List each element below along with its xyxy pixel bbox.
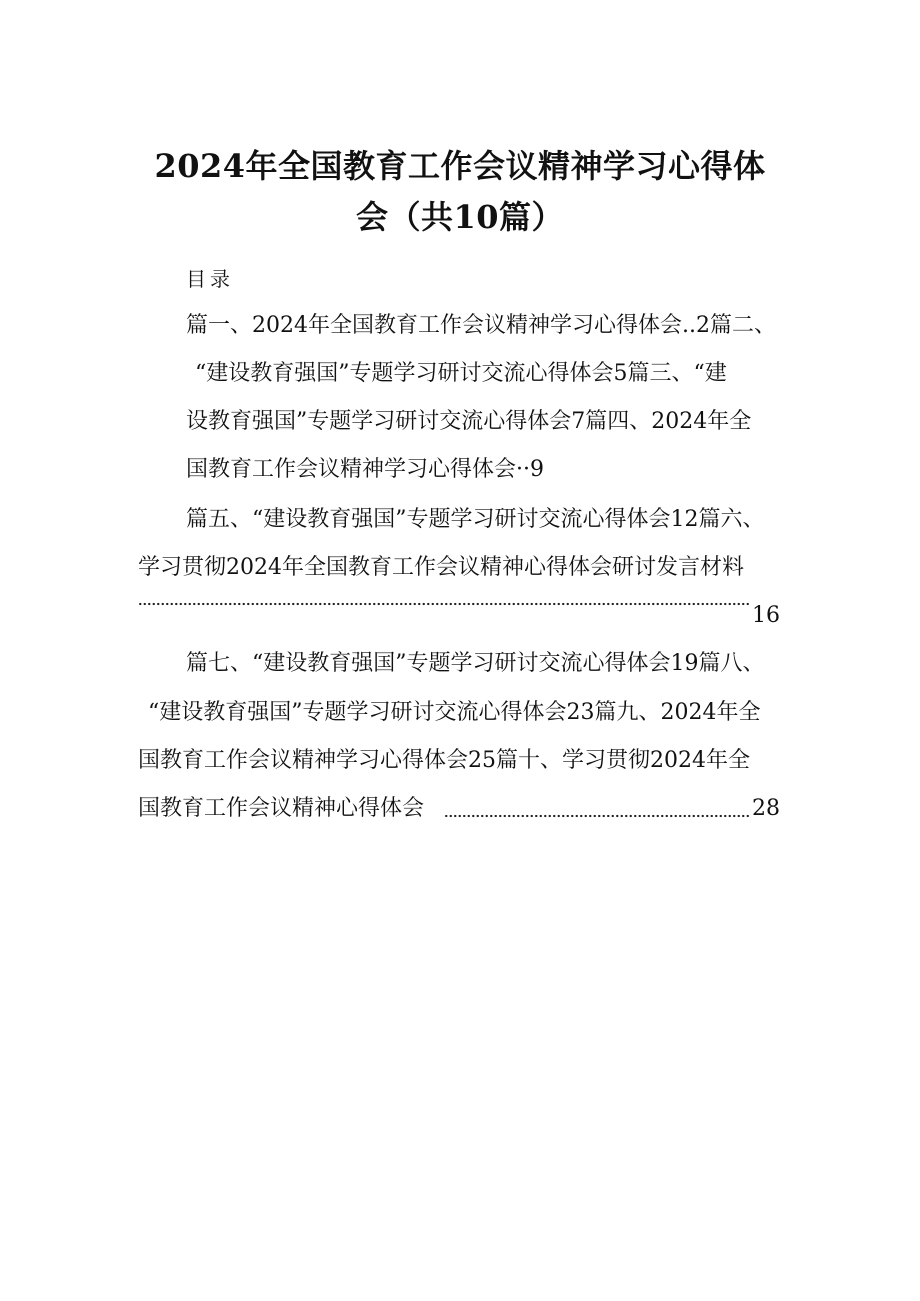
toc-line: 篇七、“建设教育强国”专题学习研讨交流心得体会19篇八、 <box>186 651 765 676</box>
toc-page-number: 28 <box>752 796 780 821</box>
toc-page-number: 16 <box>752 603 780 628</box>
toc-leader-dots <box>138 602 750 606</box>
toc-line: 设教育强国”专题学习研讨交流心得体会7篇四、2024年全 <box>186 409 752 434</box>
toc-line: 篇一、2024年全国教育工作会议精神学习心得体会..2篇二、 <box>186 313 776 338</box>
toc-line: 国教育工作会议精神学习心得体会··9 <box>186 457 544 482</box>
document-title-line-1: 2024年全国教育工作会议精神学习心得体 <box>154 147 766 185</box>
toc-line: 篇五、“建设教育强国”专题学习研讨交流心得体会12篇六、 <box>186 507 765 532</box>
toc-line: 国教育工作会议精神心得体会 <box>138 796 425 821</box>
toc-heading: 目录 <box>186 267 234 291</box>
toc-line: “建设教育强国”专题学习研讨交流心得体会23篇九、2024年全 <box>148 700 761 725</box>
toc-leader-dots <box>444 814 750 818</box>
toc-line: 国教育工作会议精神学习心得体会25篇十、学习贯彻2024年全 <box>138 748 750 773</box>
document-title-line-2: 会（共10篇） <box>355 198 565 236</box>
toc-line: “建设教育强国”专题学习研讨交流心得体会5篇三、“建 <box>195 361 727 386</box>
toc-line: 学习贯彻2024年全国教育工作会议精神心得体会研讨发言材料 <box>138 555 744 580</box>
